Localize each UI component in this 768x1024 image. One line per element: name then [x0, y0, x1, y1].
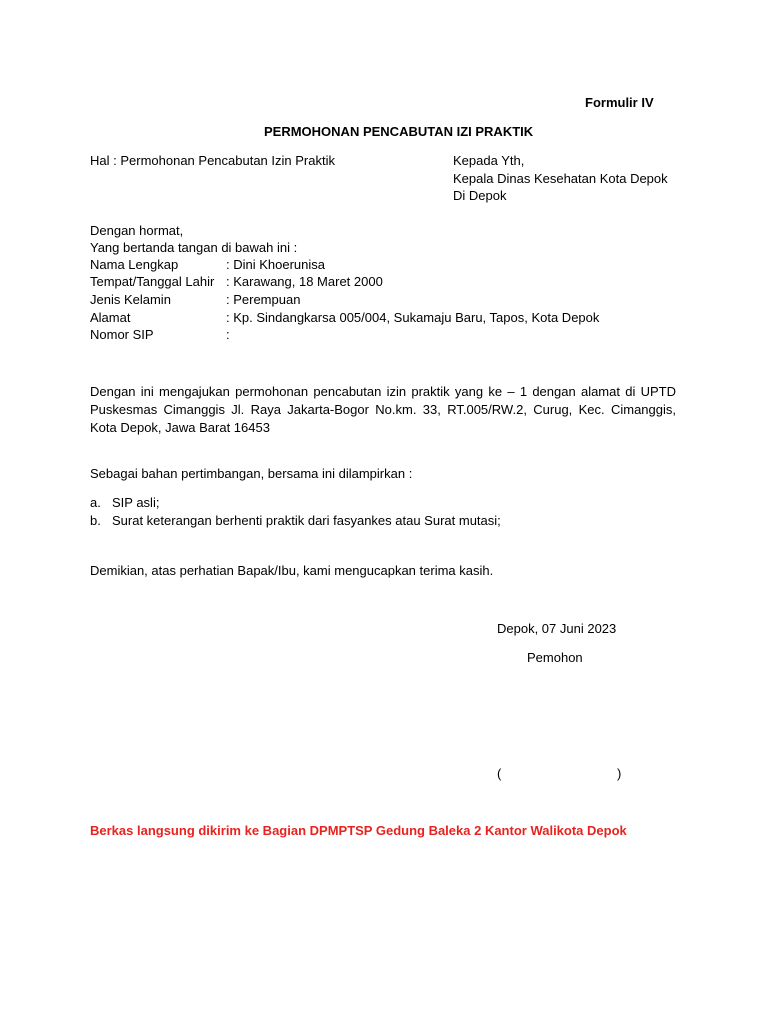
subject-line: Hal : Permohonan Pencabutan Izin Praktik [90, 153, 335, 168]
identity-row-address [90, 309, 599, 327]
form-number: Formulir IV [585, 95, 654, 110]
signature-place-date: Depok, 07 Juni 2023 [497, 621, 617, 636]
recipient-line-2: Kepala Dinas Kesehatan Kota Depok [453, 171, 668, 186]
identity-label: Jenis Kelamin [90, 292, 171, 307]
identity-row-gender [90, 291, 300, 309]
identity-label: Nama Lengkap [90, 257, 179, 272]
recipient-line-1: Kepada Yth, [453, 153, 525, 168]
attachment-item [90, 512, 501, 530]
attachment-item [90, 494, 159, 512]
recipient-line-3: Di Depok [453, 188, 507, 203]
intro-line: Yang bertanda tangan di bawah ini : [90, 240, 298, 255]
identity-label: Tempat/Tanggal Lahir [90, 274, 215, 289]
identity-value: : [226, 327, 230, 342]
closing-line: Demikian, atas perhatian Bapak/Ibu, kami mengucapkan terima kasih. [90, 563, 494, 578]
attachment-text: Surat keterangan berhenti praktik dari fasyankes atau Surat mutasi; [112, 513, 501, 528]
identity-row-sip [90, 326, 230, 344]
identity-label: Alamat [90, 310, 131, 325]
request-paragraph: Dengan ini mengajukan permohonan pencabutan izin praktik yang ke – 1 dengan alamat di UPTD Puskesmas Cimanggis Jl. Raya Jakarta-Bogor No.km. 33, RT.005/RW.2, Curug, Kec. Cimanggis, Kota Depok, Jawa Barat 16453 [90, 384, 676, 435]
list-marker: b. [90, 513, 101, 528]
document-title: PERMOHONAN PENCABUTAN IZI PRAKTIK [264, 124, 534, 139]
identity-label: Nomor SIP [90, 327, 154, 342]
signature-role: Pemohon [527, 650, 583, 665]
signature-close-paren: ) [617, 766, 622, 781]
identity-value: : Kp. Sindangkarsa 005/004, Sukamaju Baru, Tapos, Kota Depok [226, 310, 600, 325]
attachments-intro: Sebagai bahan pertimbangan, bersama ini dilampirkan : [90, 466, 413, 481]
identity-row-birth [90, 273, 383, 291]
identity-value: : Karawang, 18 Maret 2000 [226, 274, 383, 289]
identity-value: : Perempuan [226, 292, 301, 307]
greeting: Dengan hormat, [90, 223, 184, 238]
identity-value: : Dini Khoerunisa [226, 257, 325, 272]
signature-open-paren: ( [497, 766, 502, 781]
list-marker: a. [90, 495, 101, 510]
identity-row-name [90, 256, 325, 274]
attachment-text: SIP asli; [112, 495, 160, 510]
footer-note: Berkas langsung dikirim ke Bagian DPMPTSP Gedung Baleka 2 Kantor Walikota Depok [90, 823, 627, 838]
